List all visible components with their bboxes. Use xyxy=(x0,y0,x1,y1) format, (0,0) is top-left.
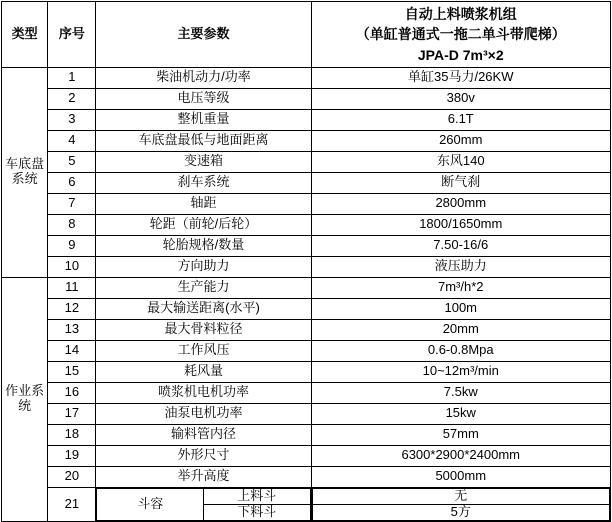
spec-table xyxy=(1,1,611,522)
table-row xyxy=(2,193,611,214)
row-value: 1800/1650mm xyxy=(311,214,611,235)
row-number: 10 xyxy=(48,256,96,277)
table-row xyxy=(2,67,611,88)
row-value: 380v xyxy=(311,88,611,109)
table-row xyxy=(2,340,611,361)
title-line-1: 自动上料喷浆机组 xyxy=(404,6,517,22)
table-row xyxy=(2,298,611,319)
row-number: 13 xyxy=(48,319,96,340)
row-parameter-split xyxy=(96,487,311,521)
row-number: 20 xyxy=(48,466,96,487)
bucket-lower-label: 下料斗 xyxy=(203,504,310,520)
table-row xyxy=(2,88,611,109)
row-parameter: 最大输送距离(水平) xyxy=(96,298,311,319)
table-row xyxy=(2,214,611,235)
row-parameter: 生产能力 xyxy=(96,277,311,298)
row-parameter: 方向助力 xyxy=(96,256,311,277)
row-value: 260mm xyxy=(311,130,611,151)
row-value: 15kw xyxy=(311,403,611,424)
row-parameter: 喷浆机电机功率 xyxy=(96,382,311,403)
header-number: 序号 xyxy=(48,2,96,68)
table-row xyxy=(2,172,611,193)
row-number: 18 xyxy=(48,424,96,445)
row-parameter: 轴距 xyxy=(96,193,311,214)
table-row-bucket xyxy=(2,487,611,521)
table-row xyxy=(2,277,611,298)
bucket-lower-value: 5方 xyxy=(312,504,610,520)
row-number: 11 xyxy=(48,277,96,298)
table-row xyxy=(2,151,611,172)
title-line-2: （单缸普通式一拖二单斗带爬梯） xyxy=(355,26,566,43)
row-parameter: 耗风量 xyxy=(96,361,311,382)
bucket-label: 斗容 xyxy=(97,488,204,520)
row-parameter: 外形尺寸 xyxy=(96,445,311,466)
row-value: 10~12m³/min xyxy=(311,361,611,382)
row-value: 6300*2900*2400mm xyxy=(311,445,611,466)
row-value: 液压助力 xyxy=(311,256,611,277)
row-value: 7m³/h*2 xyxy=(311,277,611,298)
row-parameter: 刹车系统 xyxy=(96,172,311,193)
row-parameter: 举升高度 xyxy=(96,466,311,487)
row-value: 6.1T xyxy=(311,109,611,130)
row-value: 20mm xyxy=(311,319,611,340)
row-number: 21 xyxy=(48,487,96,521)
row-value: 0.6-0.8Mpa xyxy=(311,340,611,361)
row-parameter: 柴油机动力/功率 xyxy=(96,67,311,88)
row-number: 16 xyxy=(48,382,96,403)
table-row xyxy=(2,319,611,340)
row-value: 断气刹 xyxy=(311,172,611,193)
row-number: 7 xyxy=(48,193,96,214)
table-row xyxy=(2,256,611,277)
row-number: 14 xyxy=(48,340,96,361)
row-parameter: 最大骨料粒径 xyxy=(96,319,311,340)
table-row xyxy=(2,445,611,466)
header-category: 类型 xyxy=(2,2,48,68)
table-row xyxy=(2,235,611,256)
row-number: 1 xyxy=(48,67,96,88)
table-header-row xyxy=(2,2,611,68)
category-chassis: 车底盘系统 xyxy=(2,67,48,277)
row-number: 4 xyxy=(48,130,96,151)
row-value-split xyxy=(311,487,611,521)
row-number: 19 xyxy=(48,445,96,466)
table-row xyxy=(2,403,611,424)
row-value: 7.5kw xyxy=(311,382,611,403)
table-row xyxy=(2,382,611,403)
row-number: 6 xyxy=(48,172,96,193)
table-row xyxy=(2,109,611,130)
row-number: 3 xyxy=(48,109,96,130)
table-row xyxy=(2,424,611,445)
table-row xyxy=(2,361,611,382)
row-number: 5 xyxy=(48,151,96,172)
bucket-upper-value: 无 xyxy=(312,488,610,504)
bucket-upper-label: 上料斗 xyxy=(203,488,310,504)
row-parameter: 油泵电机功率 xyxy=(96,403,311,424)
row-number: 17 xyxy=(48,403,96,424)
row-value: 7.50-16/6 xyxy=(311,235,611,256)
category-operation: 作业系统 xyxy=(2,277,48,521)
header-title xyxy=(311,2,611,68)
title-line-3: JPA-D 7m³×2 xyxy=(417,46,504,63)
row-parameter: 电压等级 xyxy=(96,88,311,109)
row-parameter: 轮胎规格/数量 xyxy=(96,235,311,256)
table-row xyxy=(2,130,611,151)
row-number: 9 xyxy=(48,235,96,256)
row-parameter: 变速箱 xyxy=(96,151,311,172)
row-value: 100m xyxy=(311,298,611,319)
row-parameter: 输料管内径 xyxy=(96,424,311,445)
row-value: 单缸35马力/26KW xyxy=(311,67,611,88)
row-value: 5000mm xyxy=(311,466,611,487)
row-parameter: 整机重量 xyxy=(96,109,311,130)
row-parameter: 车底盘最低与地面距离 xyxy=(96,130,311,151)
row-parameter: 轮距（前轮/后轮） xyxy=(96,214,311,235)
row-number: 15 xyxy=(48,361,96,382)
table-row xyxy=(2,466,611,487)
row-value: 2800mm xyxy=(311,193,611,214)
header-parameter: 主要参数 xyxy=(96,2,311,68)
row-parameter: 工作风压 xyxy=(96,340,311,361)
row-number: 2 xyxy=(48,88,96,109)
row-value: 东风140 xyxy=(311,151,611,172)
row-number: 8 xyxy=(48,214,96,235)
row-value: 57mm xyxy=(311,424,611,445)
row-number: 12 xyxy=(48,298,96,319)
